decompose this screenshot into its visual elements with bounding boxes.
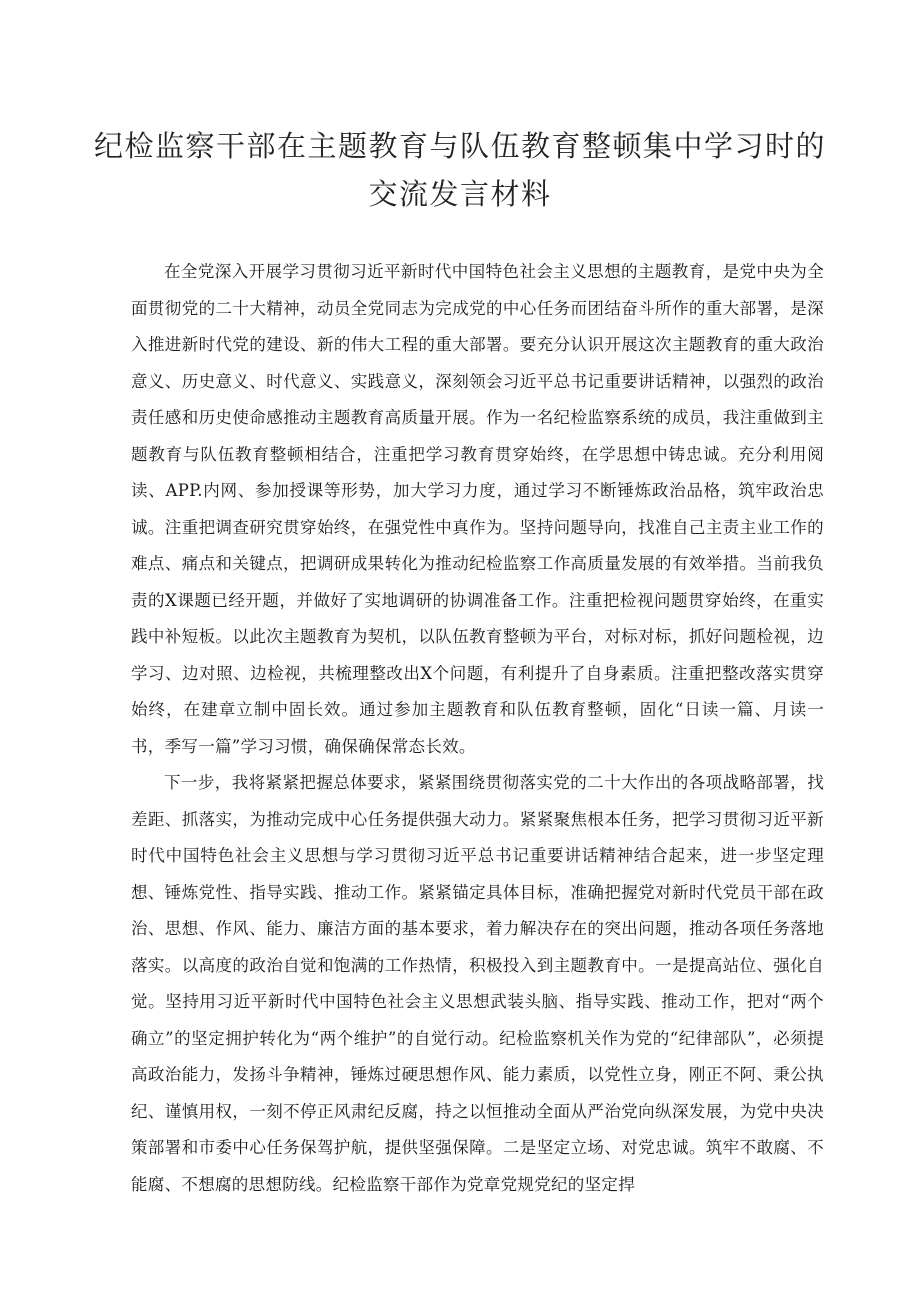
title-line-1: 纪检监察干部在主题教育与队伍教育整顿集中学习时的 (93, 129, 826, 163)
title-line-2: 交流发言材料 (368, 177, 552, 211)
paragraph-2: 下一步，我将紧紧把握总体要求，紧紧围绕贯彻落实党的二十大作出的各项战略部署，找差距、抓落实，为推动完成中心任务提供强大动力。紧紧聚焦根本任务，把学习贯彻习近平新时代中国特色社会主义思想与学习贯彻习近平总书记重要讲话精神结合起来，进一步坚定理想、锤炼党性、指导实践、推动工作。紧紧锚定具体目标，准确把握党对新时代党员干部在政治、思想、作风、能力、廉洁方面的基本要求，着力解决存在的突出问题，推动各项任务落地落实。以高度的政治自觉和饱满的工作热情，积极投入到主题教育中。一是提高站位、强化自觉。坚持用习近平新时代中国特色社会主义思想武装头脑、指导实践、推动工作，把对“两个确立”的坚定拥护转化为“两个维护”的自觉行动。纪检监察机关作为党的“纪律部队”，必须提高政治能力，发扬斗争精神，锤炼过硬思想作风、能力素质，以党性立身，刚正不阿、秉公执纪、谨慎用权，一刻不停正风肃纪反腐，持之以恒推动全面从严治党向纵深发展，为党中央决策部署和市委中心任务保驾护航，提供坚强保障。二是坚定立场、对党忠诚。筑牢不敢腐、不能腐、不想腐的思想防线。纪检监察干部作为党章党规党纪的坚定捍 (131, 773, 824, 1194)
document-title (90, 122, 830, 218)
document-body (131, 254, 824, 1203)
paragraph-1: 在全党深入开展学习贯彻习近平新时代中国特色社会主义思想的主题教育，是党中央为全面贯彻党的二十大精神，动员全党同志为完成党的中心任务而团结奋斗所作的重大部署，是深入推进新时代党的建设、新的伟大工程的重大部署。要充分认识开展这次主题教育的重大政治意义、历史意义、时代意义、实践意义，深刻领会习近平总书记重要讲话精神，以强烈的政治责任感和历史使命感推动主题教育高质量开展。作为一名纪检监察系统的成员，我注重做到主题教育与队伍教育整顿相结合，注重把学习教育贯穿始终，在学思想中铸忠诚。充分利用阅读、APP.内网、参加授课等形势，加大学习力度，通过学习不断锤炼政治品格，筑牢政治忠诚。注重把调查研究贯穿始终，在强党性中真作为。坚持问题导向，找准自己主责主业工作的难点、痛点和关键点，把调研成果转化为推动纪检监察工作高质量发展的有效举措。当前我负责的X课题已经开题，并做好了实地调研的协调准备工作。注重把检视问题贯穿始终，在重实践中补短板。以此次主题教育为契机，以队伍教育整顿为平台，对标对标，抓好问题检视，边学习、边对照、边检视，共梳理整改出X个问题，有利提升了自身素质。注重把整改落实贯穿始终，在建章立制中固长效。通过参加主题教育和队伍教育整顿，固化“日读一篇、月读一书，季写一篇”学习习惯，确保确保常态长效。 (131, 262, 824, 756)
